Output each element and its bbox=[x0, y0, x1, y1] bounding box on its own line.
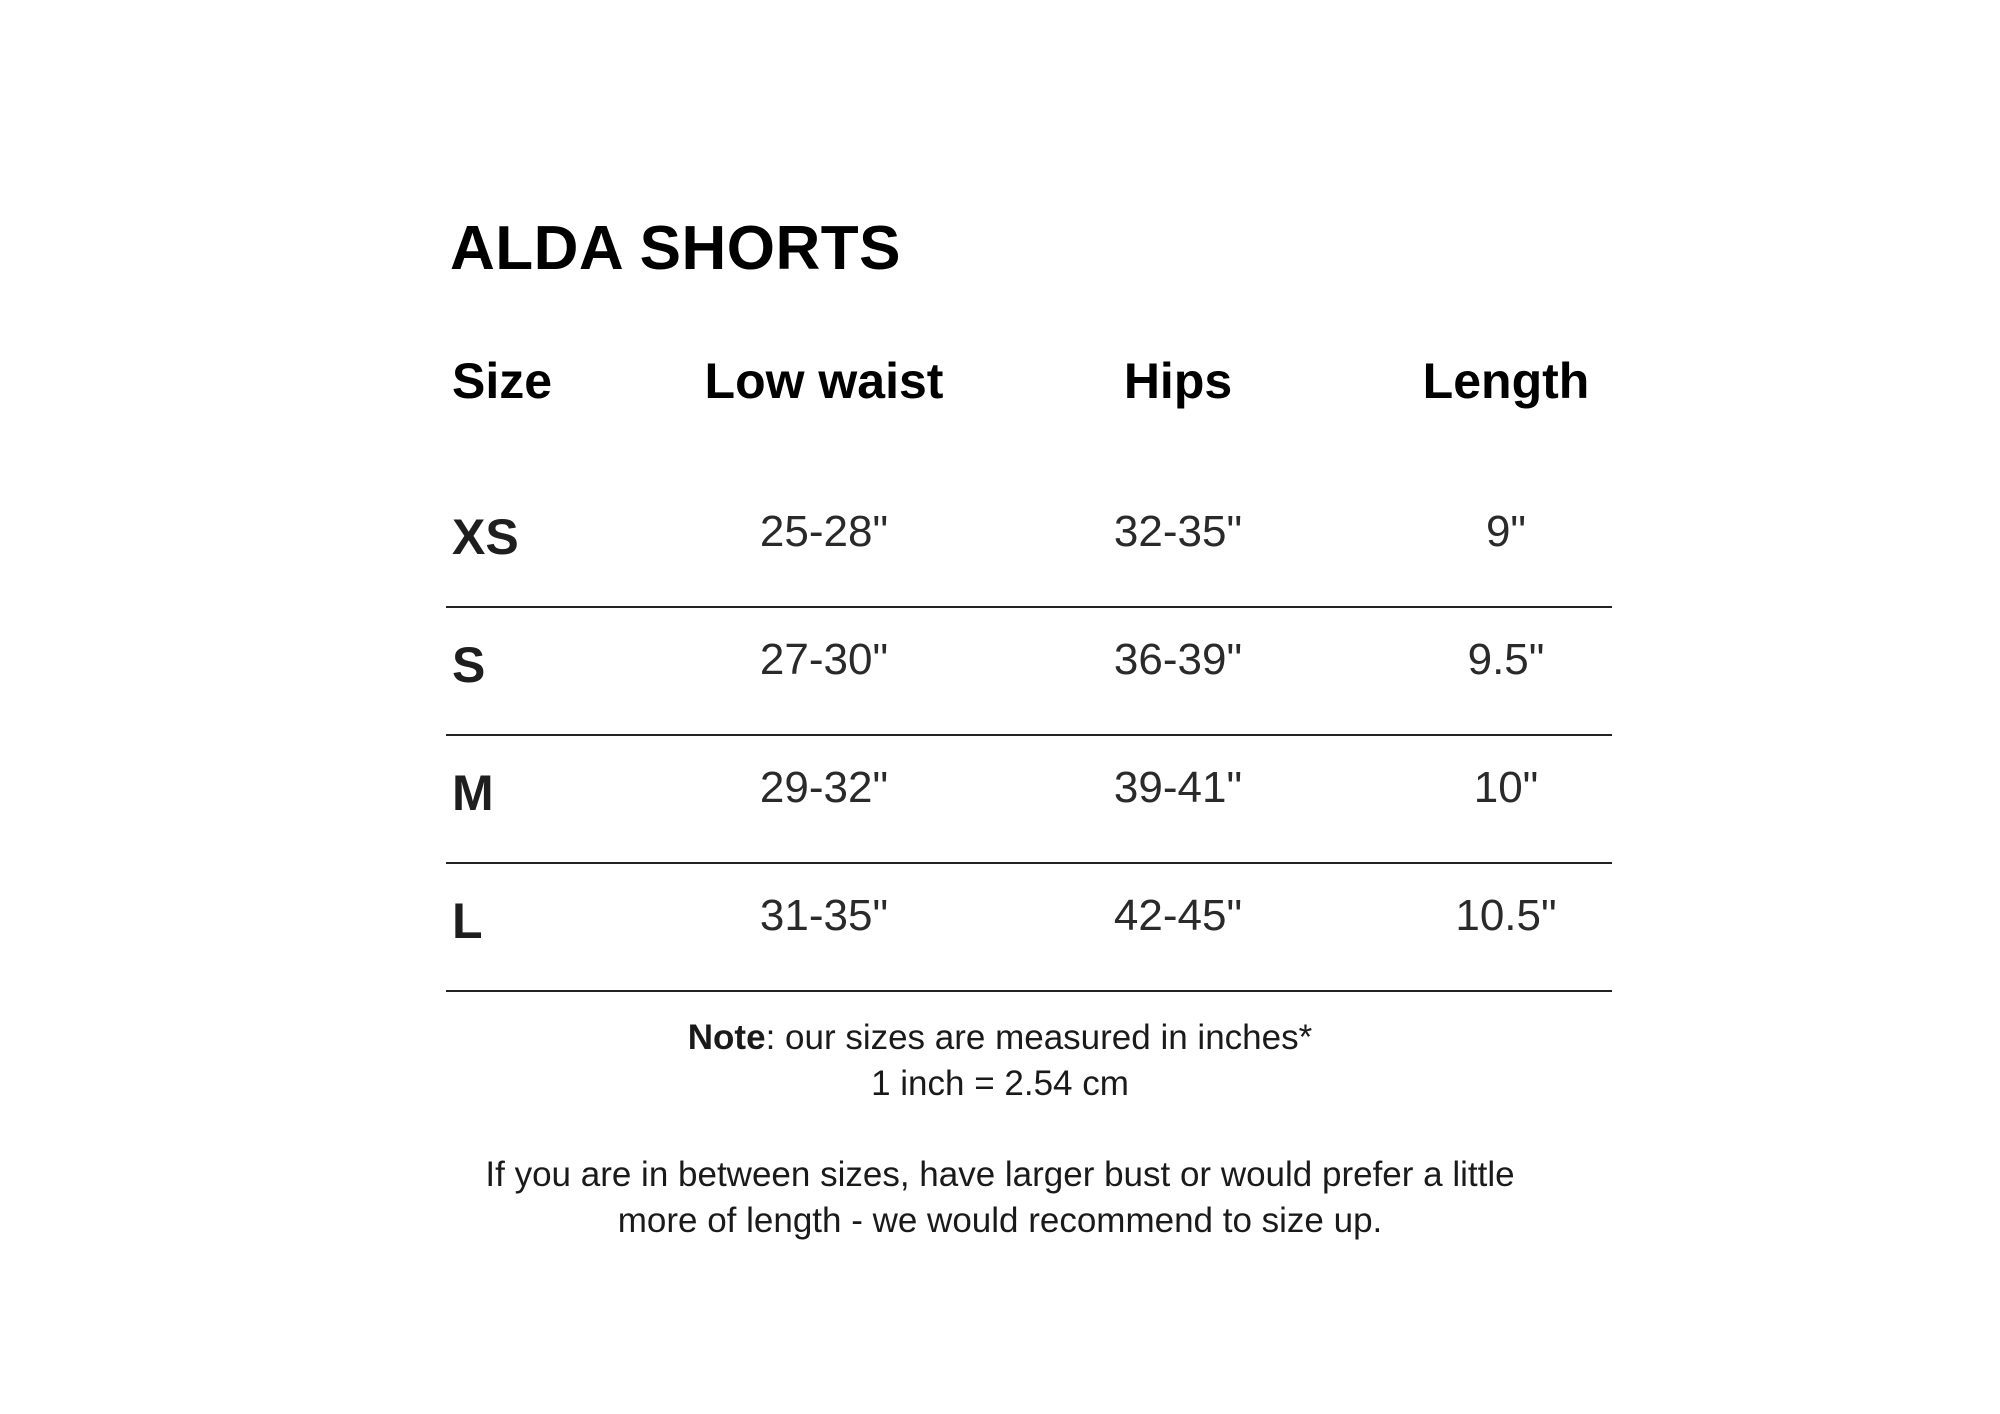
length-cell: 10.5" bbox=[1455, 891, 1557, 940]
note-label: Note bbox=[687, 1018, 766, 1057]
length-cell: 9.5" bbox=[1467, 635, 1545, 684]
header-hips: Hips bbox=[1123, 353, 1233, 409]
hips-cell: 32-35" bbox=[1113, 507, 1243, 556]
size-cell: S bbox=[452, 637, 486, 693]
hips-cell: 42-45" bbox=[1113, 891, 1243, 940]
low-waist-cell: 29-32" bbox=[759, 763, 889, 812]
page-title: ALDA SHORTS bbox=[450, 214, 901, 283]
unit-conversion: 1 inch = 2.54 cm bbox=[871, 1064, 1129, 1103]
advice-line-1: If you are in between sizes, have larger bust or would prefer a little bbox=[485, 1155, 1515, 1194]
low-waist-cell: 27-30" bbox=[759, 635, 889, 684]
size-cell: L bbox=[452, 893, 483, 949]
table-header-row bbox=[446, 340, 1612, 480]
header-length: Length bbox=[1422, 353, 1590, 409]
length-cell: 10" bbox=[1473, 763, 1539, 812]
note-line bbox=[0, 1015, 2000, 1061]
size-cell: XS bbox=[452, 509, 519, 565]
hips-cell: 36-39" bbox=[1113, 635, 1243, 684]
header-size: Size bbox=[452, 353, 553, 409]
low-waist-cell: 25-28" bbox=[759, 507, 889, 556]
length-cell: 9" bbox=[1485, 507, 1527, 556]
size-table bbox=[446, 340, 1612, 992]
size-cell: M bbox=[452, 765, 494, 821]
header-low-waist: Low waist bbox=[704, 353, 944, 409]
sizing-advice bbox=[0, 1152, 2000, 1244]
low-waist-cell: 31-35" bbox=[759, 891, 889, 940]
table-row bbox=[446, 480, 1612, 608]
table-row bbox=[446, 736, 1612, 864]
hips-cell: 39-41" bbox=[1113, 763, 1243, 812]
table-row bbox=[446, 608, 1612, 736]
advice-line-2: more of length - we would recommend to size up. bbox=[617, 1201, 1383, 1240]
measurement-note bbox=[0, 1015, 2000, 1107]
table-row bbox=[446, 864, 1612, 992]
note-text: : our sizes are measured in inches* bbox=[765, 1018, 1313, 1057]
